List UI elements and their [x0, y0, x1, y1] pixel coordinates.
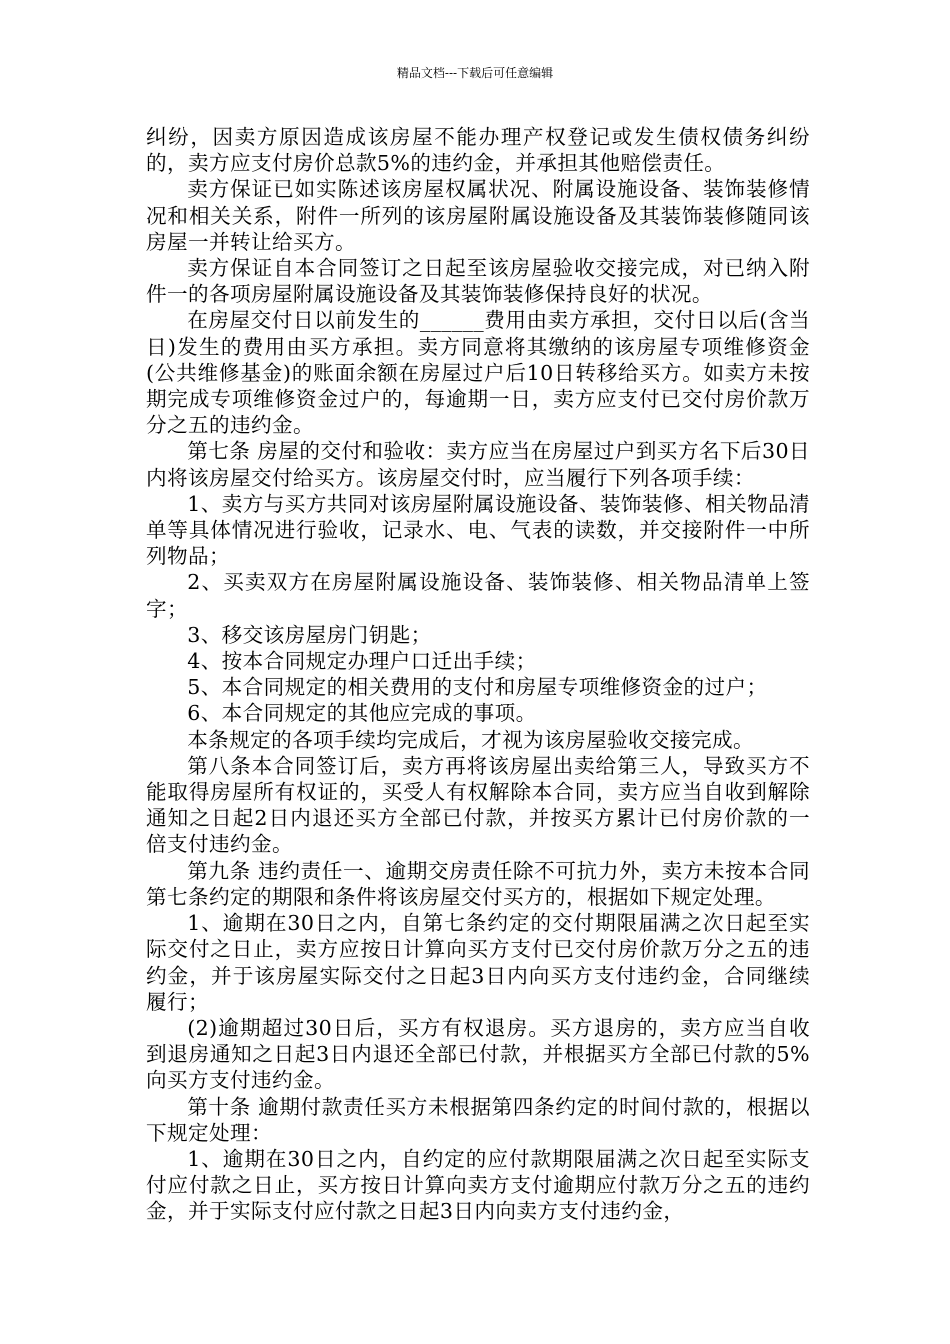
paragraph: 本条规定的各项手续均完成后，才视为该房屋验收交接完成。 [187, 727, 755, 752]
page-header: 精品文档---下载后可任意编辑 [396, 66, 554, 80]
paragraph: 纠纷，因卖方原因造成该房屋不能办理产权登记或发生债权债务纠纷的，卖方应支付房价总款5%的违约金，并承担其他赔偿责任。 [146, 125, 810, 176]
paragraph: 卖方保证已如实陈述该房屋权属状况、附属设施设备、装饰装修情况和相关关系，附件一所列的该房屋附属设施设备及其装饰装修随同该房屋一并转让给买方。 [146, 177, 810, 254]
list-item: 6、本合同规定的其他应完成的事项。 [187, 701, 537, 726]
list-item: 2、买卖双方在房屋附属设施设备、装饰装修、相关物品清单上签字； [146, 570, 810, 621]
article-eight-paragraph: 第八条本合同签订后，卖方再将该房屋出卖给第三人，导致买方不能取得房屋所有权证的，买受人有权解除本合同，卖方应当自收到解除通知之日起2日内退还买方全部已付款，并按买方累计已付房价款的一倍支付违约金。 [146, 753, 810, 857]
article-ten-paragraph: 第十条 逾期付款责任买方未根据第四条约定的时间付款的，根据以下规定处理： [146, 1094, 810, 1145]
paragraph: 卖方保证自本合同签订之日起至该房屋验收交接完成，对已纳入附件一的各项房屋附属设施设备及其装饰装修保持良好的状况。 [146, 256, 810, 307]
list-item: 1、卖方与买方共同对该房屋附属设施设备、装饰装修、相关物品清单等具体情况进行验收，记录水、电、气表的读数，并交接附件一中所列物品； [146, 491, 810, 569]
list-item: 5、本合同规定的相关费用的支付和房屋专项维修资金的过户； [187, 675, 768, 700]
paragraph: 在房屋交付日以前发生的______费用由卖方承担，交付日以后(含当日)发生的费用由买方承担。卖方同意将其缴纳的该房屋专项维修资金(公共维修基金)的账面余额在房屋过户后10日转移给买方。如卖方未按期完成专项维修资金过户的，每逾期一日，卖方应支付已交付房价款万分之五的违约金。 [146, 308, 810, 438]
list-item: 1、逾期在30日之内，自约定的应付款期限届满之次日起至实际支付应付款之日止，买方按日计算向卖方支付逾期应付款万分之五的违约金，并于实际支付应付款之日起3日内向卖方支付违约金， [146, 1146, 810, 1224]
list-item: 3、移交该房屋房门钥匙； [187, 622, 432, 647]
list-item: (2)逾期超过30日后，买方有权退房。买方退房的，卖方应当自收到退房通知之日起3日内退还全部已付款，并根据买方全部已付款的5%向买方支付违约金。 [146, 1015, 810, 1093]
list-item: 1、逾期在30日之内，自第七条约定的交付期限届满之次日起至实际交付之日止，卖方应按日计算向买方支付已交付房价款万分之五的违约金，并于该房屋实际交付之日起3日内向买方支付违约金，合同继续履行； [146, 911, 810, 1014]
list-item: 4、按本合同规定办理户口迁出手续； [187, 649, 537, 674]
article-seven-paragraph: 第七条 房屋的交付和验收：卖方应当在房屋过户到买方名下后30日内将该房屋交付给买方。该房屋交付时，应当履行下列各项手续： [146, 439, 810, 490]
article-nine-paragraph: 第九条 违约责任一、逾期交房责任除不可抗力外，卖方未按本合同第七条约定的期限和条件将该房屋交付买方的，根据如下规定处理。 [146, 858, 810, 909]
document-body [146, 124, 810, 1225]
